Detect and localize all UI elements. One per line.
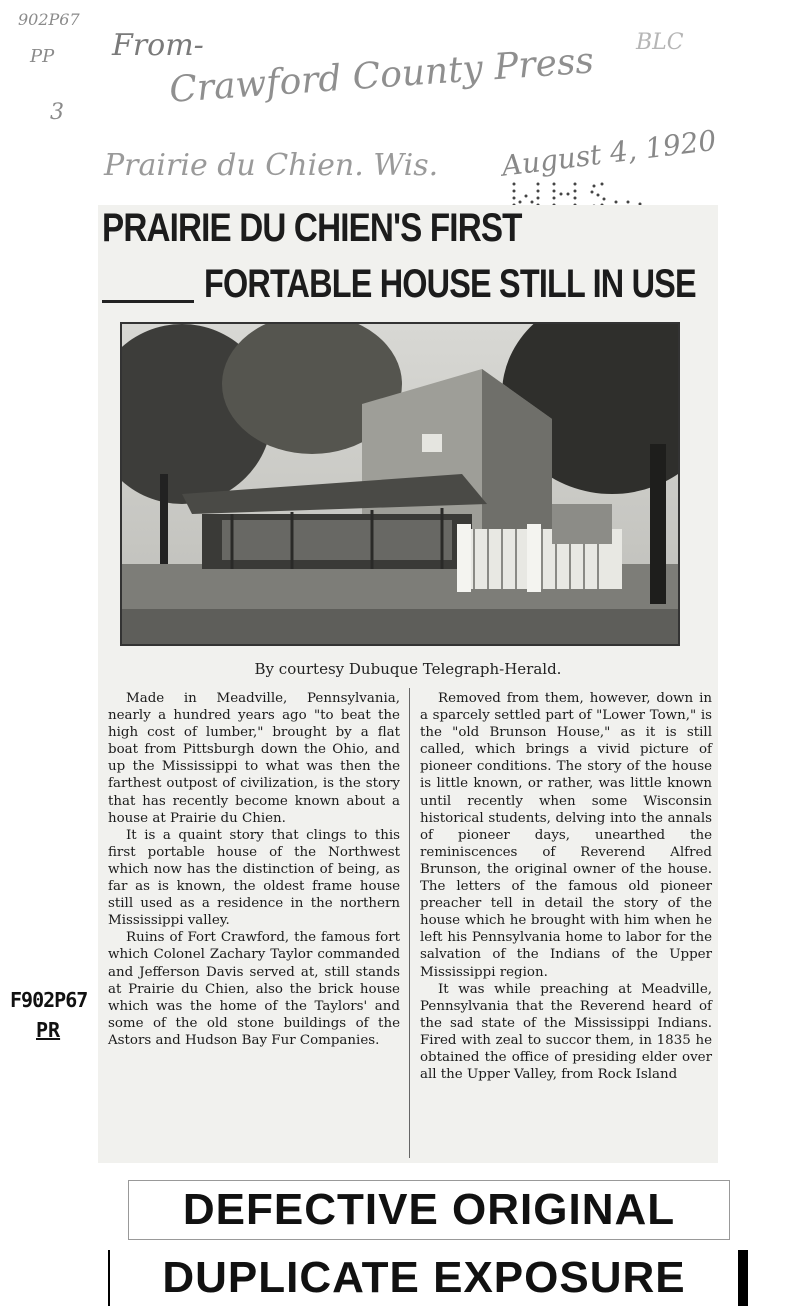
corner-code: 902P67 — [18, 10, 80, 29]
margin-code: F902P67 — [10, 988, 88, 1012]
corner-pp: PP — [30, 46, 55, 67]
headline-line2: FORTABLE HOUSE STILL IN USE — [204, 262, 696, 306]
house-photo-image — [122, 324, 678, 644]
right-paragraph: It was while preaching at Meadville, Pennsylvania that the Reverend heard of the sad state of the Mississippi Indians. Fired with zeal to succor them, in 1835 he obtained the office of presiding elder over all the Upper Valley, from Rock Island — [420, 981, 712, 1083]
source-line2: Prairie du Chien. Wis. — [104, 148, 439, 183]
defective-original-notice: DEFECTIVE ORIGINAL — [128, 1180, 730, 1240]
right-paragraph: Removed from them, however, down in a sparcely settled part of "Lower Town," is the "old Brunson House," as it is still called, which brings a vivid picture of pioneer conditions. The story of the house is little known, or rather, was little known until recently when some Wisconsin historical students, delving into the annals of pioneer days, unearthed the reminiscences of Reverend Alfred Brunson, the original owner of the house. The letters of the famous old pioneer preacher tell in detail the story of the house which he brought with him when he left his Pennsylvania home to labor for the salvation of the Indians of the Upper Mississippi region. — [420, 691, 712, 980]
column-divider — [409, 688, 410, 1158]
margin-pr: PR — [36, 1018, 61, 1042]
left-paragraph: It is a quaint story that clings to this first portable house of the Northwest which now has the distinction of being, as far as is known, the oldest frame house still used as a residence in the northern Mississippi valley. — [108, 827, 400, 929]
headline-line1: PRAIRIE DU CHIEN'S FIRST — [102, 206, 522, 250]
photo-caption: By courtesy Dubuque Telegraph-Herald. — [254, 660, 562, 678]
left-paragraph: Ruins of Fort Crawford, the famous fort which Colonel Zachary Taylor commanded and Jefferson Davis served at, still stands at Prairie du Chien, also the brick house which was the home of the Taylors' and some of the old stone buildings of the Astors and Hudson Bay Fur Companies. — [108, 930, 400, 1048]
corner-number: 3 — [50, 100, 64, 125]
article-right-column — [420, 690, 712, 1083]
article-left-column — [108, 690, 400, 1049]
left-paragraph: Made in Meadville, Pennsylvania, nearly a hundred years ago "to beat the high cost of lumber," brought by a flat boat from Pittsburgh down the Ohio, and up the Mississippi to what was then the farthest outpost of civilization, is the story that has recently become known about a house at Prairie du Chien. — [108, 691, 400, 826]
right-black-bar — [738, 1250, 748, 1306]
initials: BLC — [636, 30, 684, 55]
date-note: August 4, 1920 — [500, 123, 719, 183]
duplicate-exposure-notice: DUPLICATE EXPOSURE — [110, 1250, 738, 1306]
headline-rule — [102, 300, 194, 303]
house-photograph — [120, 322, 680, 646]
source-line1: Crawford County Press — [168, 40, 596, 111]
from-label: From- — [112, 28, 204, 63]
